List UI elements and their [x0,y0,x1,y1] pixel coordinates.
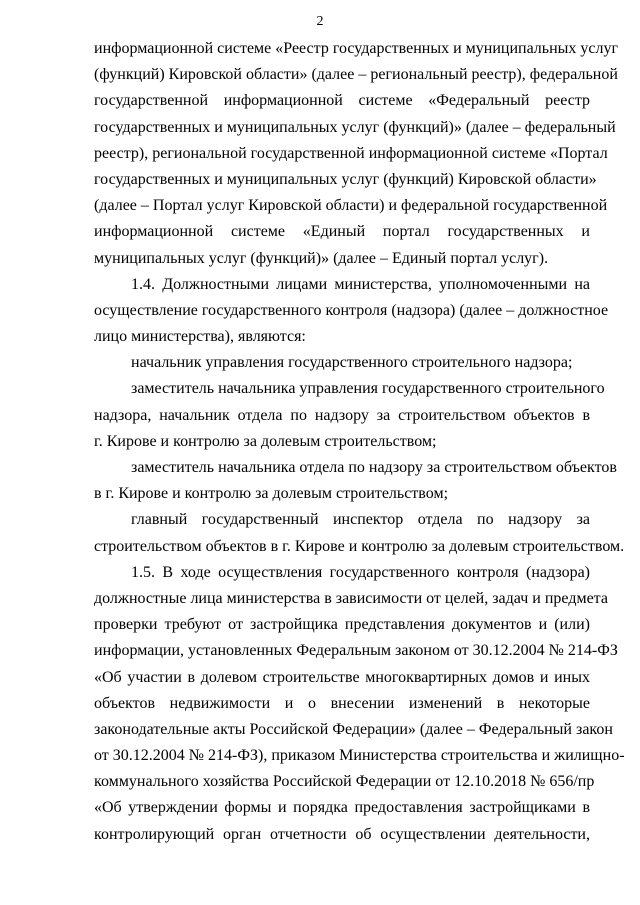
text-line: в г. Кирове и контролю за долевым строительством; [94,485,449,503]
text-line: контролирующий орган отчетности об осуществлении деятельности, [94,825,590,843]
text-line: от 30.12.2004 № 214-ФЗ), приказом Министерства строительства и жилищно- [94,747,625,765]
text-line: главный государственный инспектор отдела по надзору за [131,511,590,529]
text-line: должностные лица министерства в зависимости от целей, задач и предмета [94,589,608,607]
text-line: заместитель начальника отдела по надзору за строительством объектов [131,459,617,476]
text-line: 1.5. В ходе осуществления государственного контроля (надзора) [131,563,590,581]
text-line: начальник управления государственного строительного надзора; [131,354,573,372]
text-line: государственной информационной системе «Федеральный реестр [94,92,590,110]
text-line: реестр), региональной государственной информационной системе «Портал [94,144,608,162]
text-line: «Об утверждении формы и порядка предоставления застройщиками в [94,799,590,817]
text-line: объектов недвижимости и о внесении изменений в некоторые [94,694,590,712]
text-line: государственных и муниципальных услуг (функций) Кировской области» [94,170,597,188]
text-line: проверки требуют от застройщика представления документов и (или) [94,616,590,634]
text-line: (далее – Портал услуг Кировской области) и федеральной государственной [94,197,608,215]
text-line: коммунального хозяйства Российской Федерации от 12.10.2018 № 656/пр [94,773,595,791]
text-line: государственных и муниципальных услуг (функций)» (далее – федеральный [94,118,616,136]
text-line: информационной системе «Единый портал государственных и [94,223,590,241]
text-line: 1.4. Должностными лицами министерства, уполномоченными на [131,275,590,293]
text-line: осуществление государственного контроля (надзора) (далее – должностное [94,301,609,319]
text-line: (функций) Кировской области» (далее – региональный реестр), федеральной [94,66,618,84]
text-line: заместитель начальника управления государственного строительного [131,380,605,398]
text-line: «Об участии в долевом строительстве многоквартирных домов и иных [94,668,590,686]
document-body [94,36,625,848]
text-line: информации, установленных Федеральным законом от 30.12.2004 № 214-ФЗ [94,642,618,660]
text-line: лицо министерства), являются: [94,328,306,346]
text-line: строительством объектов в г. Кирове и контролю за долевым строительством. [94,537,625,555]
text-line: законодательные акты Российской Федерации» (далее – Федеральный закон [94,720,613,738]
text-line: муниципальных услуг (функций)» (далее – Единый портал услуг). [94,249,549,267]
page-number: 2 [316,14,324,29]
text-line: надзора, начальник отдела по надзору за строительством объектов в [94,406,590,424]
text-line: г. Кирове и контролю за долевым строительством; [94,432,437,450]
text-line: информационной системе «Реестр государственных и муниципальных услуг [94,40,619,57]
